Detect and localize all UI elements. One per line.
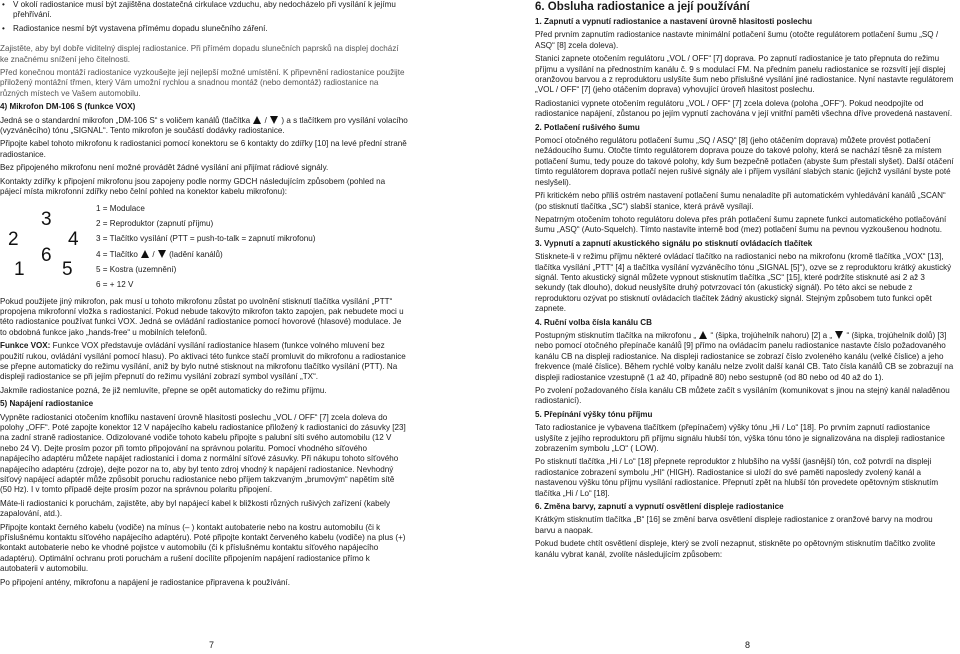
section-heading: 1. Zapnutí a vypnutí radiostanice a nastavení úrovně hlasitosti poslechu	[535, 17, 813, 26]
text-span: “ (šipka, trojúhelník nahoru) [2] a „	[710, 330, 833, 340]
paragraph: Pomocí otočného regulátoru potlačení šumu „SQ / ASQ“ [8] (jeho otáčením doprava) můžete provést potlačení nežádoucího šumu. Otočte tímto regulátorem doprava pouze do takové polohy, která se nachází těsně za místem potlačení šumu, tedy pouze do takové polohy, kdy šum bezpečně potlačen (abyste šum přestali slyšet). Další otáčení tímto regulátorem doprava potlačí nejen rušivé signály ale i příjem vysílání slabých stanic (jejichž vysílání byste poté neslyšeli).	[535, 136, 954, 187]
triangle-down-icon	[270, 116, 278, 124]
paragraph: Nepatrným otočením tohoto regulátoru doleva přes práh potlačení šumu zapnete funkci automatického potlačování šumu „ASQ“ (Auto-Squelch). Tímto nastavíte interně bod (mez) potlačení šumu na pevnou vyzkoušenou hodnotu.	[535, 214, 947, 235]
paragraph: Máte-li radiostanici k poruchám, zajistěte, aby byl napájecí kabel k bližkosti různých rušivých zařízení (kabely zapalování, atd.).	[0, 498, 391, 519]
paragraph	[0, 341, 408, 383]
bullet-item: • V okolí radiostanice musí být zajištěna dostatečná cirkulace vzduchu, aby nedocházelo při vysílání k jejímu přehřívání.	[0, 0, 408, 21]
page-number: 8	[745, 640, 751, 650]
vox-label: Funkce VOX:	[0, 341, 51, 351]
paragraph: Radiostanici vypnete otočením regulátoru „VOL / OFF“ [7] zcela doleva (poloha „OFF“). Pokud neodpojíte od radiostanice napájení, zůstanou po jejím vypnutí zachována v její vnitřní paměti všechna dříve provedená nastavení.	[535, 98, 953, 119]
paragraph: Stisknete-li v režimu příjmu některé ovládací tlačítko na radiostanici nebo na mikrofonu (kromě tlačítka „VOX“ [13], tlačítka vysílání „PTT“ [4] a tlačítka vysílání vyzváněcího tónu „SIGNAL [5]“), ozve se z reproduktoru krátký akustický signál. Tento akustický signál můžete vypnout stisknutím tlačítka „SC“ [15], které podržíte stisknuté asi 2 až 3 sekundy (tak dlouho), dokud neuslyšíte druhý potvrzovací tón (akustický signál). Po této akci se nebude z reproduktoru ozývat po stisknutí ovládacích tlačítek žádný akustický signál. Stejným způsobem tuto funkci opět zapnete.	[535, 252, 952, 314]
paragraph: Připojte kontakt černého kabelu (vodiče) na mínus (– ) kontakt autobaterie nebo na kostru automobilu (či k příslušnému kontaktu síťového napájecího adaptéru). Poté připojte kontakt červeného kabelu (vodiče) na plus (+) kontakt autobaterie nebo ke vhodné pojistce v automobilu (či k příslušnému kontaktu síťového napájecího adaptéru). Optimální ochranu proti poruchám a rušení docílíte připojením napájení radiostanice přímo k autobaterii v automobilu.	[0, 522, 406, 574]
section-heading: 5. Přepínání výšky tónu příjmu	[535, 409, 653, 419]
pin-list-item: 1 = Modulace	[96, 203, 145, 213]
pin-list-item: 5 = Kostra (uzemnění)	[96, 265, 177, 275]
paragraph: Pokud použijete jiný mikrofon, pak musí u tohoto mikrofonu zůstat po uvolnění stisknutí tlačítka vysílání „PTT“ propojena mikrofonní vložka s radiostanicí. Pokud nebude takovýto mikrofon takto zapojen, pak nebudete moci u této radiostanice používat funkci VOX. Jedná se ovládání radiostanice pomocí hovorové (hlasové) modulace. Je to obdobná funkce jako „hands-free“ u mobilních telefonů.	[0, 296, 404, 337]
paragraph: Tato radiostanice je vybavena tlačítkem (přepínačem) výšky tónu „Hi / Lo“ [18]. Po prvním zapnutí radiostanice uslyšíte z jejího reproduktoru při příjmu signálu hlubší tón, výška tónu tóno je signalizována na displeji radiostanice zobrazením symbolu „LO“ ( LOW).	[535, 423, 945, 454]
paragraph	[0, 116, 408, 137]
text-span: Postupným stisknutím tlačítka na mikrofonu „	[535, 330, 697, 340]
pin-list	[96, 201, 406, 293]
triangle-down-icon	[158, 250, 166, 258]
paragraph: Stanici zapnete otočením regulátoru „VOL / OFF“ [7] doprava. Po zapnutí radiostanice je tato přepnuta do režimu příjmu a vysílání na přednostním kanálu č. 9 s modulací FM. Na předním panelu radiostanice se rozsvítí její displej oranžovou barvou a z reproduktoru uslyšíte šum nebo příslušné vysílání jiné radiostanice. Nyní nastavte regulátorem „VOL / OFF“ [7] (jeho otáčením doprava) vyhovující úroveň hlasitost poslechu.	[535, 54, 954, 95]
paragraph: Po zvolení požadovaného čísla kanálu CB můžete začít s vysíláním (komunikovat s jinou na stejný kanál naladěnou radiostanicí).	[535, 386, 950, 406]
text-span: /	[152, 249, 155, 259]
pin-label: 6	[41, 244, 52, 266]
triangle-up-icon	[141, 250, 149, 258]
paragraph: Po připojení antény, mikrofonu a napájení je radiostanice připravena k používání.	[0, 577, 291, 587]
paragraph: Krátkým stisknutím tlačítka „B“ [16] se změní barva osvětlení displeje radiostanice z oranžové barvy na modrou barvu a naopak.	[535, 515, 933, 535]
pin-label: 5	[62, 258, 73, 280]
right-page	[535, 0, 955, 563]
text-span: Funkce VOX představuje ovládání vysílání radiostanice hlasem (funkce volného mluvení bez použití rukou, ovládání vysílání pomocí hlasu). Po aktivaci této funkce stačí promluvit do mikrofonu a radiostanice se přepne automaticky do režimu vysílání, aniž by bylo nutné stisknout na mikrofonu tlačítko vysílání (PTT). Na displeji radiostanice se při jejím přepnutí do režimu vysílání zobrazí symbol vysílání „TX“.	[0, 341, 406, 382]
connector-diagram	[0, 201, 408, 293]
section-heading: 3. Vypnutí a zapnutí akustického signálu po stisknutí ovládacích tlačítek	[535, 238, 813, 248]
section-heading: 4. Ruční volba čísla kanálu CB	[535, 317, 652, 327]
triangle-down-icon	[835, 331, 843, 339]
bullet-item: • Radiostanice nesmí být vystavena přímému dopadu slunečního záření.	[0, 24, 408, 34]
paragraph: Při kritickém nebo příliš ostrém nastavení potlačení šumu nenaladíte při automatickém vyhledávání kanálů „SCAN“ (po stisknutí tlačítka „SC“) slabší stanice, která právě vysílají.	[535, 191, 946, 211]
page-number: 7	[209, 640, 215, 650]
text-span: ) a s tlačítkem pro vysílání volacího (vyzváněcího) tónu „SIGNAL“. Tento mikrofon je součástí dodávky radiostanice.	[0, 115, 408, 136]
paragraph: Připojte kabel tohoto mikrofonu k radiostanici pomocí konektoru se 6 kontakty do zdířky [10] na levé přední straně radiostanice.	[0, 139, 407, 159]
pin-label: 2	[8, 228, 19, 250]
pin-list-item: 3 = Tlačítko vysílání (PTT = push-to-talk = zapnutí mikrofonu)	[96, 234, 316, 244]
text-span: 4 = Tlačítko	[96, 249, 138, 259]
text-span: Jedná se o standardní mikrofon „DM-106 S“ s voličem kanálů (tlačítka	[0, 115, 251, 125]
pin-label: 4	[68, 228, 79, 250]
pin-list-item: 2 = Reproduktor (zapnutí příjmu)	[96, 218, 214, 228]
page-title: 6. Obsluha radiostanice a její používání	[535, 1, 750, 13]
pin-label: 1	[14, 258, 25, 280]
pin-list-item: 6 = + 12 V	[96, 280, 134, 290]
paragraph: Jakmile radiostanice pozná, že již nemluvíte, přepne se opět automaticky do režimu příjmu.	[0, 385, 327, 395]
text-span: (ladění kanálů)	[169, 249, 223, 259]
section-heading: 4) Mikrofon DM-106 S (funkce VOX)	[0, 102, 136, 112]
paragraph: Vypněte radiostanici otočením knoflíku nastavení úrovně hlasitosti poslechu „VOL / OFF“ [7] zcela doleva do polohy „OFF“. Poté zapojte konektor 12 V napájecího kabelu radiostanice přiložený k radiostanici do zásuvky [23] na zadní straně radiostanice. Odizolované vodiče tohoto kabelu připojte s palubní síti svého automobilu (12 V nebo 24 V). Dejte prosím pozor při tomto připojování na správnou polaritu. Pomocí vhodného síťového napájecího adaptéru můžete napájet radiostanici i doma z normální síťové zásuvky. Při nákupu tohoto síťového napájecího adaptéru (zdroje), dejte pozor na to, aby byl tento zdroj vhodný k napájení radiostanice. Nevhodný síťový napájecí adaptér může způsobit poruchu radiostanice nebo příjem takzvaným „brumovým“ napětím sítě (50 Hz). I v tomto případě dejte prosím pozor na správnou polaritu připojení.	[0, 412, 406, 495]
left-page	[0, 0, 408, 591]
paragraph: Pokud budete chtít osvětlení displeje, který se zvolí nezapnut, stiskněte po opětovným stisknutím tlačítko zvolite kanálu vybrat kanál, zvolíte následujícím způsobem:	[535, 539, 936, 559]
pin-label: 3	[41, 208, 52, 230]
triangle-up-icon	[699, 331, 707, 339]
paragraph: Před konečnou montáží radiostanice vyzkoušejte její nejlepší možné umístění. K připevnění radiostanice použijte přiložený montážní třmen, který Vám umožní rychlou a snadnou montáž (nebo demontáž) radiostanice na různých místech ve Vašem automobilu.	[0, 68, 405, 98]
text-span: “ (šipka, trojúhelník dolů) [3] nebo pomocí otočného přepínače kanálů [9] přímo na ovládacím panelu radiostanice nastavte číslo požadovaného kanálu CB na displeji radiostanice. Na displeji radiostanice se zobrazí číslo zvoleného kanálu (velké číslice) a jeho frekvence (malé číslice). Během rychlé volby kanálu nelze zvolit další kanál CB. Tato čísla kanálů CB se zobrazují na displeji radiostanice vzestupně (1 až 40, případně 80) nebo sestupně (od 80 nebo od 40 až do 1).	[535, 330, 954, 382]
pin-list-item	[96, 247, 406, 262]
paragraph: Po stisknutí tlačítka „Hi / Lo“ [18] přepnete reproduktor z hlubšího na vyšší (jasnější) tón, což potvrdí na displeji radiostanice zobrazení symbolu „HI“ (HIGH). Radiostanice si uloží do své paměti naposledy zvolený kanál a nastavenou výšku tónu příjmu vysílání radiostanice. Přepnutí zpět na hlubší tón provedete opětovným stisknutím tlačítka „Hi / Lo“ [18].	[535, 457, 939, 498]
paragraph	[535, 331, 955, 383]
paragraph: Bez připojeného mikrofonu není možné provádět žádné vysílání ani přijímat rádiové signály.	[0, 163, 329, 173]
paragraph: Zajistěte, aby byl dobře viditelný displej radiostanice. Při přímém dopadu slunečních paprsků na displej dochází ke značnému snížení jeho čitelnosti.	[0, 44, 399, 64]
section-heading: 2. Potlačení rušivého šumu	[535, 122, 640, 132]
paragraph: Před prvním zapnutím radiostanice nastavte minimální potlačení šumu (otočte regulátorem potlačení šumu „SQ / ASQ“ [8] zcela doleva).	[535, 30, 939, 50]
text-span: /	[264, 115, 267, 125]
paragraph: Kontakty zdířky k připojení mikrofonu jsou zapojeny podle normy GDCH následujícím způsobem (pohled na pájecí místa mikrofonní zdířky nebo čelní pohled na konektor kabelu mikrofonu):	[0, 176, 386, 197]
connector-pinout-icon	[4, 201, 90, 289]
triangle-up-icon	[253, 116, 261, 124]
section-heading: 6. Změna barvy, zapnutí a vypnutí osvětlení displeje radiostanice	[535, 502, 784, 512]
section-heading: 5) Napájení radiostanice	[0, 399, 94, 409]
